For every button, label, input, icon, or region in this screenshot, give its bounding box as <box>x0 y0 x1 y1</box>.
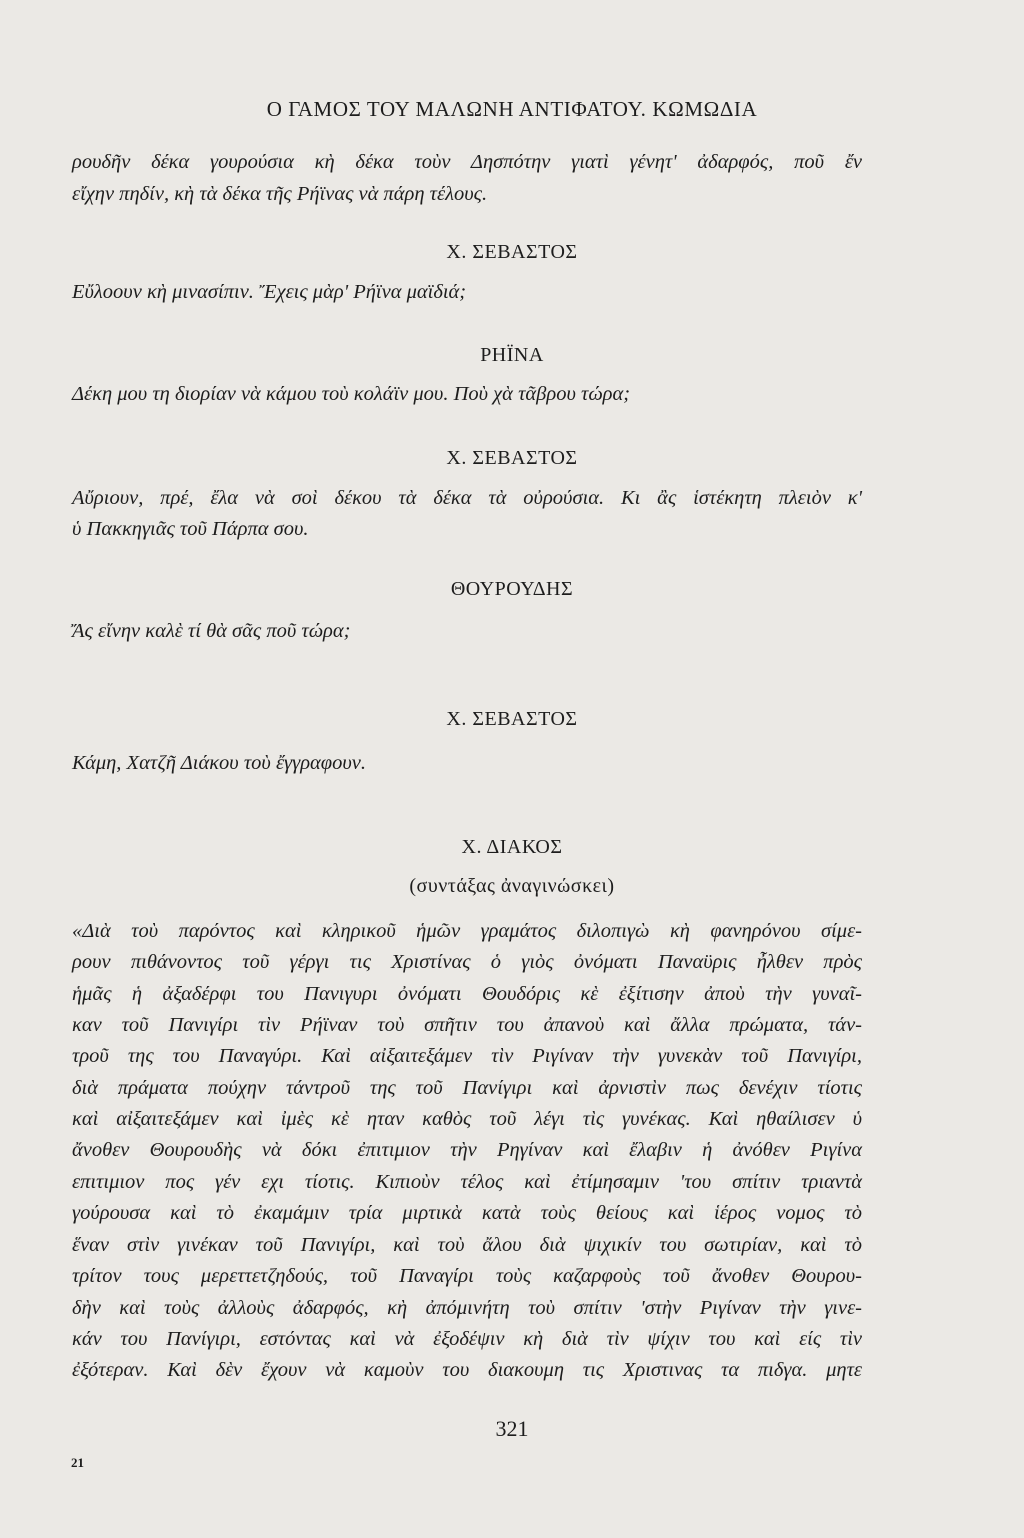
speech-line: Εὔλοουν κὴ μινασίπιν. Ἔχεις μὰρ' Ρήϊνα μαϊδιά; <box>72 281 467 303</box>
speaker-name: ΡΗΪΝΑ <box>480 344 544 366</box>
speech-line: Αὔριουν, πρέ, ἔλα νὰ σοὶ δέκου τὰ δέκα τὰ οὐρούσια. Κι ἂς ἱστέκητη πλειὸν κ' <box>72 487 862 509</box>
text-line: εἴχην πηδίν, κὴ τὰ δέκα τῆς Ρήϊνας νὰ πάρη τέλους. <box>72 183 488 205</box>
speaker-name: Χ. ΣΕΒΑΣΤΟΣ <box>446 708 578 730</box>
running-header: Ο ΓΑΜΟΣ ΤΟΥ ΜΑΛΩΝΗ ΑΝΤΙΦΑΤΟΥ. ΚΩΜΩΔΙΑ <box>266 97 758 121</box>
document-line: ἐξότεραν. Καὶ δὲν ἔχουν νὰ καμοὺν του διακουμη τις Χριστινας τα πιδγα. μητε <box>72 1359 862 1381</box>
document-line: τροῦ της του Παναγύρι. Καὶ αἰξαιτεξάμεν τὶν Ριγίναν τὴν γυνεκὰν τοῦ Πανιγίρι, <box>72 1045 862 1067</box>
speaker-name: Χ. ΣΕΒΑΣΤΟΣ <box>446 241 578 263</box>
stage-direction: (συντάξας ἀναγινώσκει) <box>409 875 615 897</box>
document-line: «Διὰ τοὺ παρόντος καὶ κληρικοῦ ἡμῶν γραμάτος διλοπιγὼ κὴ φανηρόνου σίμε- <box>72 920 862 942</box>
speech-line: Κάμη, Χατζῆ Διάκου τοὺ ἔγγραφουν. <box>72 752 367 774</box>
text-line: ρουδῆν δέκα γουρούσια κὴ δέκα τοὺν Δησπότην γιατὶ γένητ' ἀδαρφός, ποῦ ἔν <box>72 151 862 173</box>
signature-mark: 21 <box>71 1455 84 1470</box>
document-line: γούρουσα καὶ τὸ ἐκαμάμιν τρία μιρτικὰ κατὰ τοὺς θείους καὶ ἱέρος νομος τὸ <box>72 1202 862 1224</box>
document-line: επιτιμιον πος γέν εχι τίοτις. Κιπιοὺν τέλος καὶ ἐτίμησαμιν 'του σπίτιν τριαντὰ <box>72 1171 862 1193</box>
page-number: 321 <box>495 1416 529 1441</box>
speech-line: Ἄς εἴνην καλὲ τί θὰ σᾶς ποῦ τώρα; <box>72 620 351 642</box>
speech-line: Δέκη μου τη διορίαν νὰ κάμου τοὺ κολάϊν μου. Ποὺ χὰ τᾶβρου τώρα; <box>72 383 631 405</box>
document-line: καὶ αἰξαιτεξάμεν καὶ ἰμὲς κὲ ηταν καθὸς τοῦ λέγι τὶς γυνέκας. Καὶ ηθαίλισεν ὑ <box>72 1108 862 1130</box>
document-line: τρίτον τους μερεττετζηδούς, τοῦ Παναγίρι τοὺς καζαρφοὺς τοῦ ἄνοθεν Θουρου- <box>72 1265 862 1287</box>
speaker-name: ΘΟΥΡΟΥΔΗΣ <box>450 578 574 600</box>
speech-line: ὑ Πακκηγιᾶς τοῦ Πάρπα σου. <box>72 518 309 540</box>
speaker-name: Χ. ΔΙΑΚΟΣ <box>461 836 563 858</box>
document-line: καν τοῦ Πανιγίρι τὶν Ρήϊναν τοὺ σπῆτιν του ἀπανοὺ καὶ ἄλλα πρώματα, τάν- <box>72 1014 862 1036</box>
document-line: δὴν καὶ τοὺς ἀλλοὺς ἀδαρφός, κὴ ἀπόμινήτη τοὺ σπίτιν 'στὴν Ριγίναν τὴν γινε- <box>72 1297 862 1319</box>
document-line: ἕναν στὶν γινέκαν τοῦ Πανιγίρι, καὶ τοὺ ἄλου διὰ ψιχικίν του σωτιρίαν, καὶ τὸ <box>72 1234 862 1256</box>
document-line: ἡμᾶς ἡ ἀξαδέρφι του Πανιγυρι ὀνόματι Θουδόρις κὲ ἐξίτισην ἀποὺ τὴν γυναῖ- <box>72 983 862 1005</box>
document-line: ἄνοθεν Θουρουδὴς νὰ δόκι ἐπιτιμιον τὴν Ρηγίναν καὶ ἔλαβιν ἡ ἀνόθεν Ριγίνα <box>72 1139 862 1161</box>
document-line: ρουν πιθάνοντος τοῦ γέργι τις Χριστίνας ὁ γιὸς ὀνόματι Παναϋρις ἦλθεν πρὸς <box>72 951 862 973</box>
document-line: διὰ πράματα πούχην τάντροῦ της τοῦ Πανίγιρι καὶ ἀρνιστὶν πως δενέχιν τίοτις <box>72 1077 862 1099</box>
document-line: κάν του Πανίγιρι, εστόντας καὶ νὰ ἐξοδέψιν κὴ διὰ τὶν ψίχιν του καὶ είς τὶν <box>72 1328 862 1350</box>
speaker-name: Χ. ΣΕΒΑΣΤΟΣ <box>446 447 578 469</box>
